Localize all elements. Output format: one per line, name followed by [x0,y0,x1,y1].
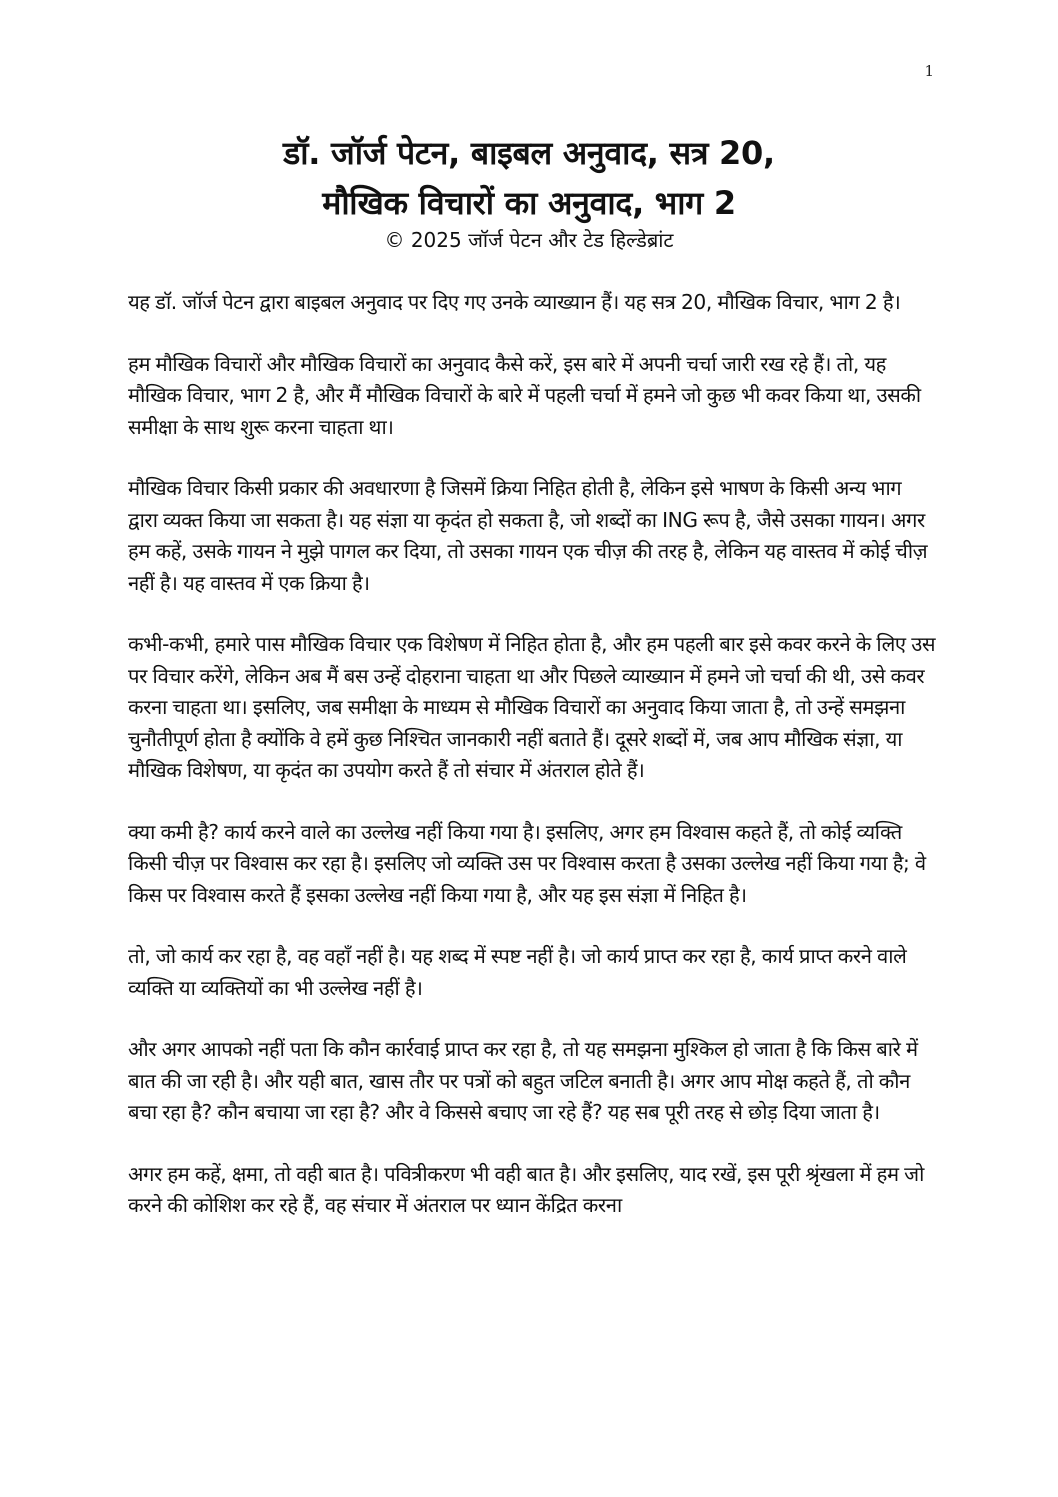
document-title [0,128,1058,228]
paragraph-2: हम मौखिक विचारों और मौखिक विचारों का अनुवाद कैसे करें, इस बारे में अपनी चर्चा जारी रख रहे हैं। तो, यह मौखिक विचार, भाग 2 है, और मैं मौखिक विचारों के बारे में पहली चर्चा में हमने जो कुछ भी कवर किया था, उसकी समीक्षा के साथ शुरू करना चाहता था। [128,351,921,439]
paragraph-3: मौखिक विचार किसी प्रकार की अवधारणा है जिसमें क्रिया निहित होती है, लेकिन इसे भाषण के किसी अन्य भाग द्वारा व्यक्त किया जा सकता है। यह संज्ञा या कृदंत हो सकता है, जो शब्दों का ING रूप है, जैसे उसका गायन। अगर हम कहें, उसके गायन ने मुझे पागल कर दिया, तो उसका गायन एक चीज़ की तरह है, लेकिन यह वास्तव में कोई चीज़ नहीं है। यह वास्तव में एक क्रिया है। [128,476,928,595]
paragraph-5: क्या कमी है? कार्य करने वाले का उल्लेख नहीं किया गया है। इसलिए, अगर हम विश्वास कहते हैं, तो कोई व्यक्ति किसी चीज़ पर विश्वास कर रहा है। इसलिए जो व्यक्ति उस पर विश्वास करता है उसका उल्लेख नहीं किया गया है; वे किस पर विश्वास करते हैं इसका उल्लेख नहीं किया गया है, और यह इस संज्ञा में निहित है। [128,819,926,907]
paragraph-4: कभी-कभी, हमारे पास मौखिक विचार एक विशेषण में निहित होता है, और हम पहली बार इसे कवर करने के लिए उस पर विचार करेंगे, लेकिन अब मैं बस उन्हें दोहराना चाहता था और पिछले व्याख्यान में हमने जो चर्चा की थी, उसे कवर करना चाहता था। इसलिए, जब समीक्षा के माध्यम से मौखिक विचारों का अनुवाद किया जाता है, तो उन्हें समझना चुनौतीपूर्ण होता है क्योंकि वे हमें कुछ निश्चित जानकारी नहीं बताते हैं। दूसरे शब्दों में, जब आप मौखिक संज्ञा, या मौखिक विशेषण, या कृदंत का उपयोग करते हैं तो संचार में अंतराल होते हैं। [128,632,936,782]
copyright-line: © 2025 जॉर्ज पेटन और टेड हिल्डेब्रांट [384,228,674,252]
title-line-2: मौखिक विचारों का अनुवाद, भाग 2 [322,184,736,222]
page-number: 1 [924,62,934,80]
paragraph-7: और अगर आपको नहीं पता कि कौन कार्रवाई प्राप्त कर रहा है, तो यह समझना मुश्किल हो जाता है कि किस बारे में बात की जा रही है। और यही बात, खास तौर पर पत्रों को बहुत जटिल बनाती है। अगर आप मोक्ष कहते हैं, तो कौन बचा रहा है? कौन बचाया जा रहा है? और वे किससे बचाए जा रहे हैं? यह सब पूरी तरह से छोड़ दिया जाता है। [128,1037,918,1124]
document-header [0,128,1058,254]
paragraph-1: यह डॉ. जॉर्ज पेटन द्वारा बाइबल अनुवाद पर दिए गए उनके व्याख्यान हैं। यह सत्र 20, मौखिक विचार, भाग 2 है। [128,290,901,314]
document-body [128,287,936,1252]
title-line-1: डॉ. जॉर्ज पेटन, बाइबल अनुवाद, सत्र 20, [283,134,775,172]
paragraph-8: अगर हम कहें, क्षमा, तो वही बात है। पवित्रीकरण भी वही बात है। और इसलिए, याद रखें, इस पूरी श्रृंखला में हम जो करने की कोशिश कर रहे हैं, वह संचार में अंतराल पर ध्यान केंद्रित करना [128,1161,924,1217]
paragraph-6: तो, जो कार्य कर रहा है, वह वहाँ नहीं है। यह शब्द में स्पष्ट नहीं है। जो कार्य प्राप्त कर रहा है, कार्य प्राप्त करने वाले व्यक्ति या व्यक्तियों का भी उल्लेख नहीं है। [128,944,907,1000]
